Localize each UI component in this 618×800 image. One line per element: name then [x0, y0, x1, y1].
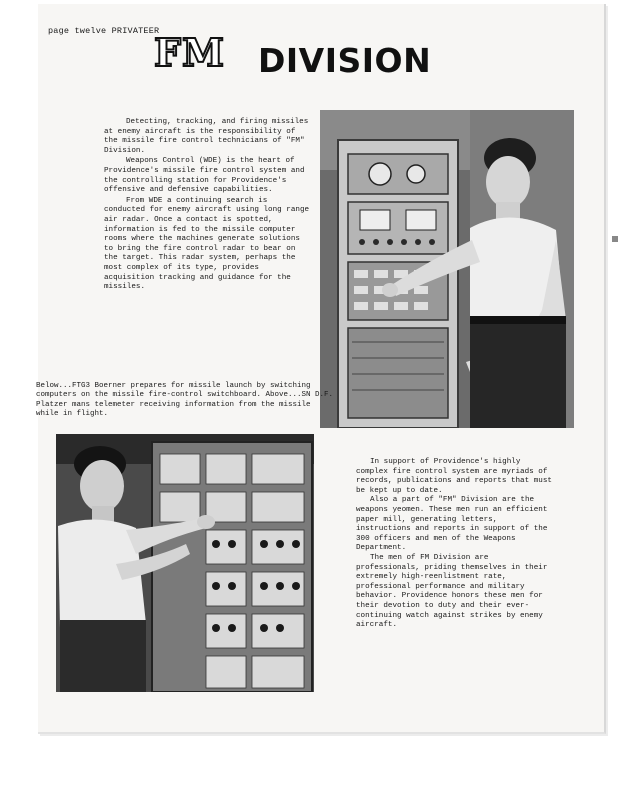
title-fm: FM: [154, 30, 226, 75]
photo-caption: Below...FTG3 Boerner prepares for missile launch by switching computers on the missile fire-control switchboard. Above...SN D.F. Platzer mans telemeter receiving information from the missile while in flight.: [36, 382, 334, 419]
title-division: DIVISION: [258, 41, 432, 80]
telemeter-photo-illustration: [320, 110, 574, 428]
telemeter-photo: [320, 110, 574, 428]
support-text: [356, 458, 552, 631]
intro-paragraph: Detecting, tracking, and firing missiles at enemy aircraft is the responsibility of the missile fire control technicians of "FM" Division.: [104, 118, 309, 155]
support-paragraph: In support of Providence's highly complex fire control system are myriads of records, publications and reports that must be kept up to date.: [356, 458, 552, 495]
intro-paragraph: From WDE a continuing search is conducted for enemy aircraft using long range air radar. Once a contact is spotted, information is fed to the missile computer rooms where the machines generate solutions to bring the fire control radar to bear on the target. This radar system, perhaps the most complex of its type, provides acquisition tracking and guidance for the missiles.: [104, 196, 310, 292]
page-label: page twelve PRIVATEER: [48, 26, 160, 36]
support-paragraph: The men of FM Division are professionals, priding themselves in their extremely high-reenlistment rate, professional performance and military behavior. Providence honors these men for their devotion to duty and their ever-continuing watch against strikes by enemy aircraft.: [356, 553, 548, 630]
switchboard-photo: [56, 434, 314, 692]
switchboard-photo-illustration: [56, 434, 314, 692]
intro-text: [104, 118, 310, 294]
support-paragraph: Also a part of "FM" Division are the weapons yeomen. These men run an efficient paper mill, generating letters, instructions and reports in support of the 300 officers and men of the Weapons Department.: [356, 496, 548, 553]
page-edge-mark: [612, 236, 618, 242]
intro-paragraph: Weapons Control (WDE) is the heart of Providence's missile fire control system and the controlling station for Providence's offensive and defensive capabilities.: [104, 157, 305, 195]
